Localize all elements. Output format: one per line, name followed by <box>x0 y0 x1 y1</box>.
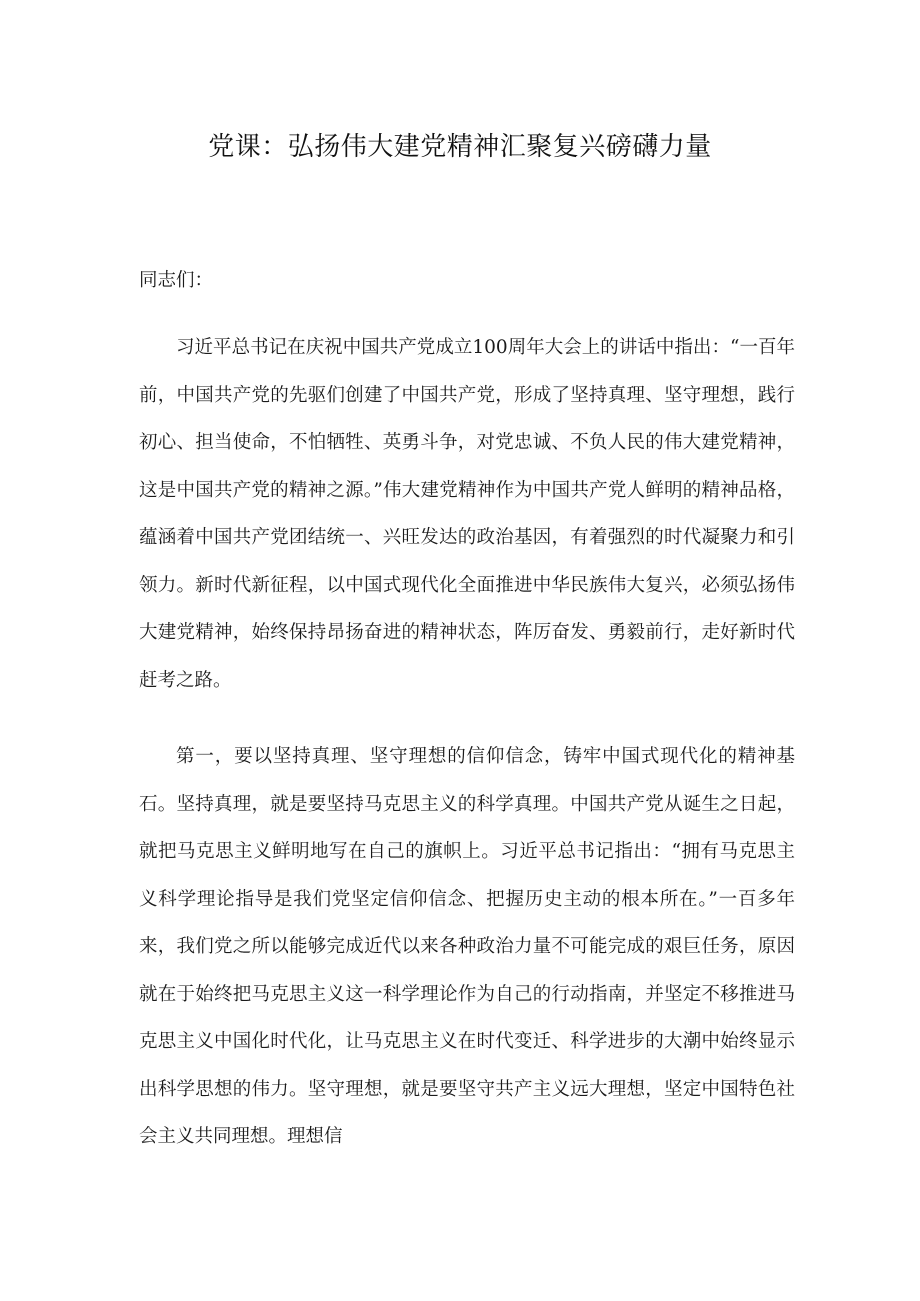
paragraph-1: 习近平总书记在庆祝中国共产党成立100周年大会上的讲话中指出：“一百年前，中国共产党的先驱们创建了中国共产党，形成了坚持真理、坚守理想，践行初心、担当使命，不怕牺牲、英勇斗争，对党忠诚、不负人民的伟大建党精神，这是中国共产党的精神之源。”伟大建党精神作为中国共产党人鲜明的精神品格，蕴涵着中国共产党团结统一、兴旺发达的政治基因，有着强烈的时代凝聚力和引领力。新时代新征程，以中国式现代化全面推进中华民族伟大复兴，必须弘扬伟大建党精神，始终保持昂扬奋进的精神状态，阵厉奋发、勇毅前行，走好新时代赶考之路。 <box>139 337 795 691</box>
salutation: 同志们： <box>139 270 214 291</box>
document-title: 党课：弘扬伟大建党精神汇聚复兴磅礴力量 <box>208 132 712 162</box>
paragraph-2: 第一，要以坚持真理、坚守理想的信仰信念，铸牢中国式现代化的精神基石。坚持真理，就是要坚持马克思主义的科学真理。中国共产党从诞生之日起，就把马克思主义鲜明地写在自己的旗帜上。习近平总书记指出：“拥有马克思主义科学理论指导是我们党坚定信仰信念、把握历史主动的根本所在。”一百多年来，我们党之所以能够完成近代以来各种政治力量不可能完成的艰巨任务，原因就在于始终把马克思主义这一科学理论作为自己的行动指南，并坚定不移推进马克思主义中国化时代化，让马克思主义在时代变迁、科学进步的大潮中始终显示出科学思想的伟力。坚守理想，就是要坚守共产主义远大理想，坚定中国特色社会主义共同理想。理想信 <box>139 746 795 1147</box>
